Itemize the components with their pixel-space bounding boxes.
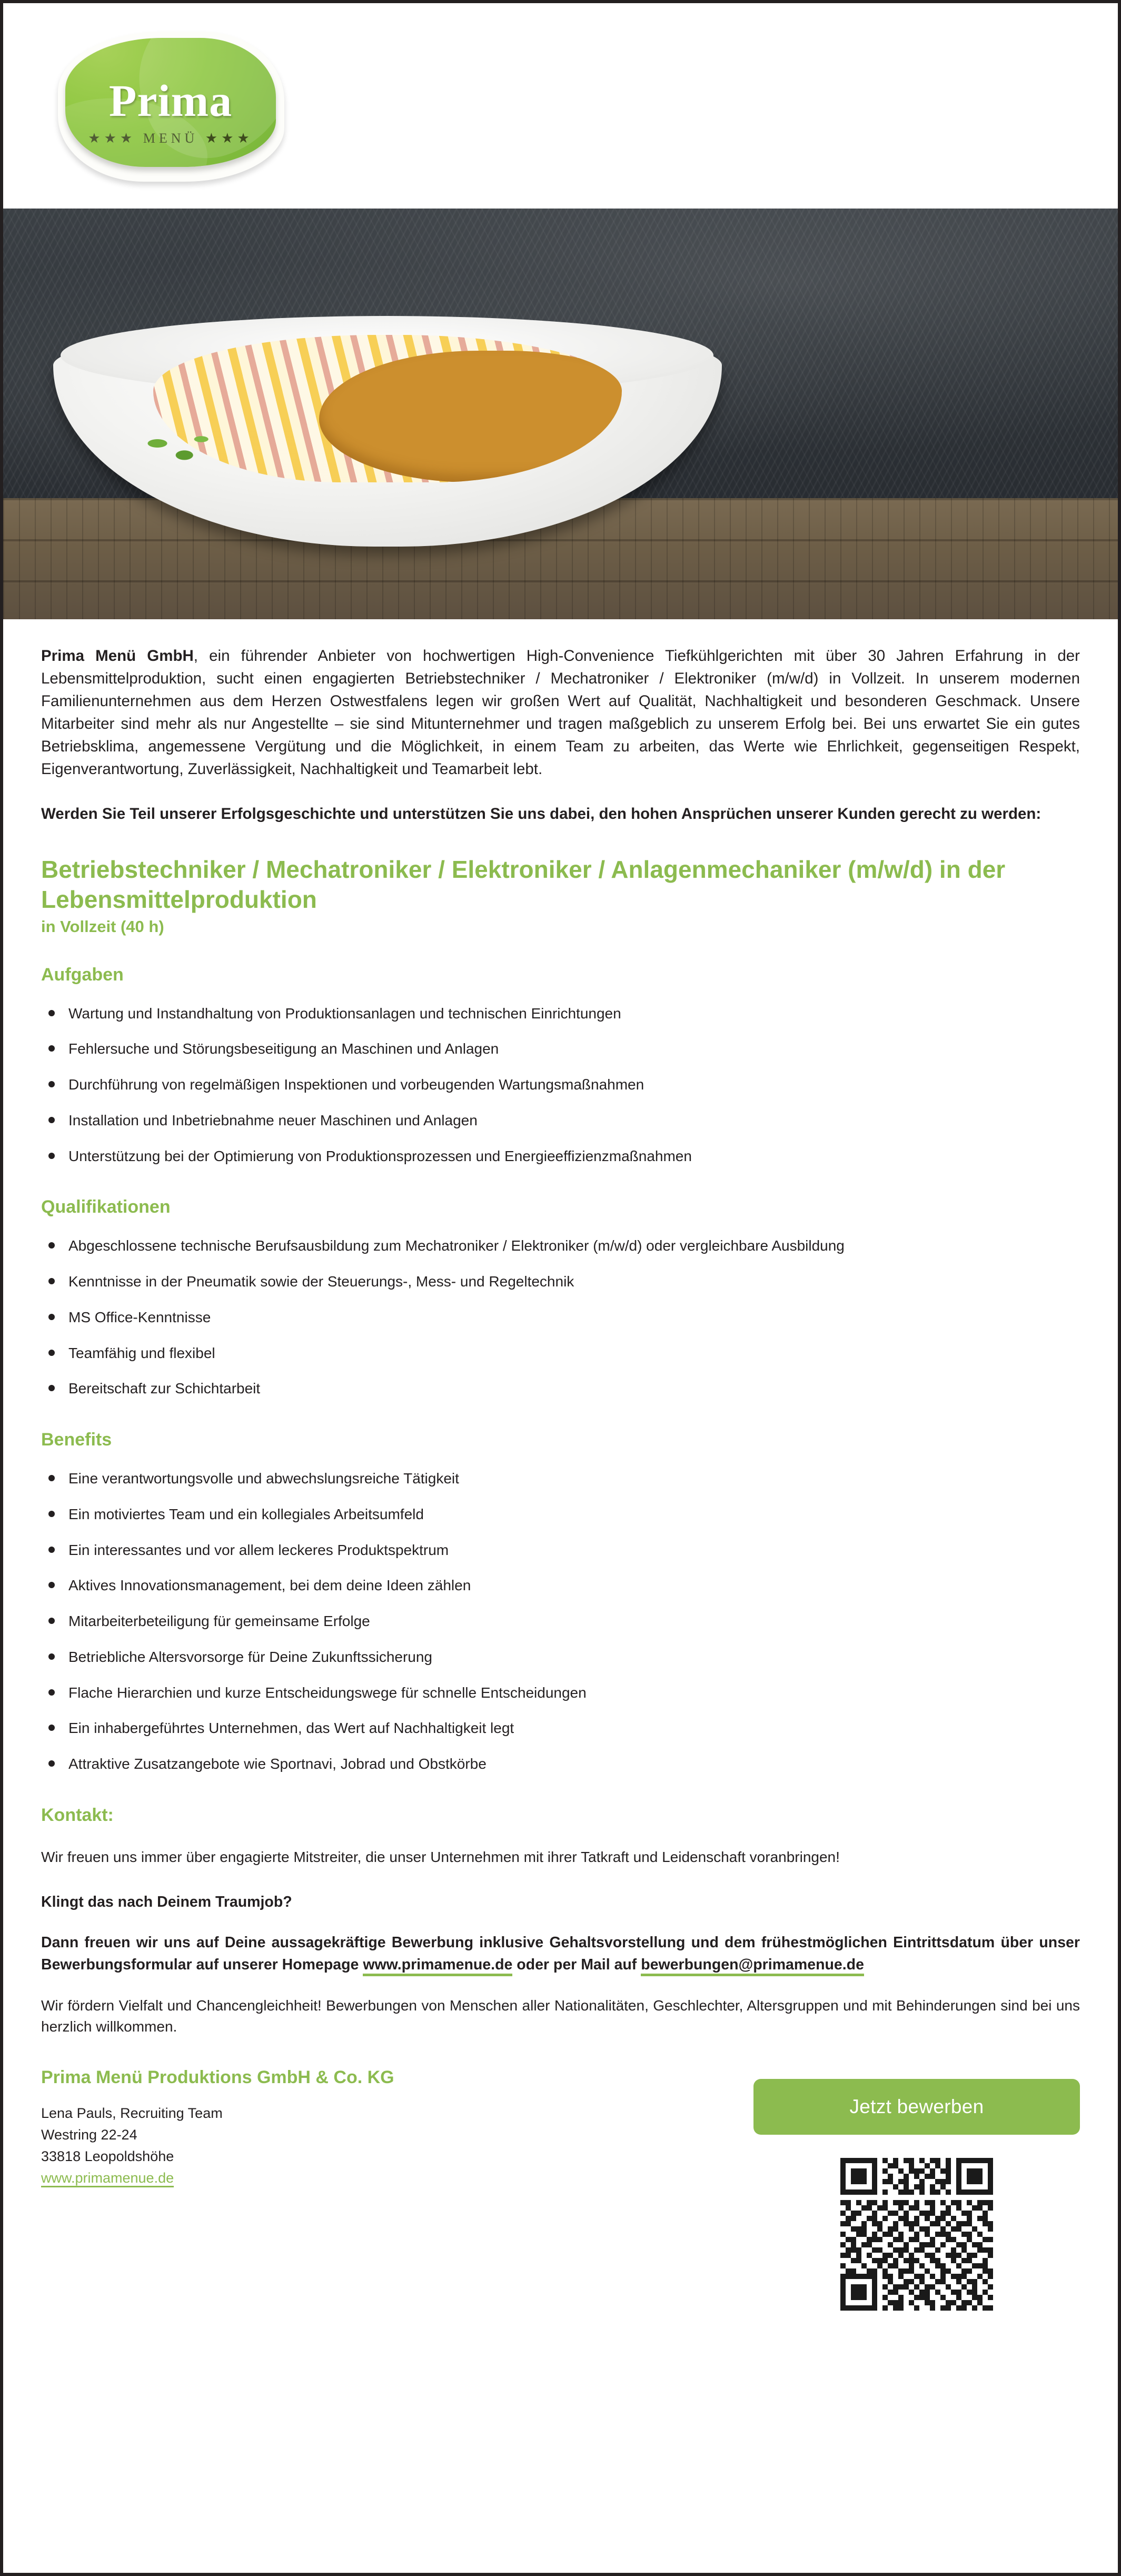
list-item: [41, 1647, 1080, 1668]
intro-body-text: , ein führender Anbieter von hochwertigen High-Convenience Tiefkühlgerichten mit über 30 Jahren Erfahrung in der Lebensmittelproduktion, sucht einen engagierten Betriebstechniker / Mechatroniker / Elektroniker (m/w/d) in Vollzeit. In unserem modernen Familienunternehmen aus dem Herzen Ostwestfalens legen wir großen Wert auf Qualität, Nachhaltigkeit und besonderen Geschmack. Unsere Mitarbeiter sind mehr als nur Angestellte – sie sind Mitunternehmer und tragen maßgeblich zu unserem Erfolg bei. Bei uns erwartet Sie ein gutes Betriebsklima, angemessene Vergütung und die Möglichkeit, in einem Team zu arbeiten, das Werte wie Ehrlichkeit, gegenseitigen Respekt, Eigenverantwortung, Zuverlässigkeit, Nachhaltigkeit und Teamarbeit lebt.: [41, 647, 1080, 778]
footer-city: 33818 Leopoldshöhe: [41, 2148, 174, 2165]
list-item-label: Kenntnisse in der Pneumatik sowie der Steuerungs-, Mess- und Regeltechnik: [68, 1273, 574, 1290]
list-item-label: Installation und Inbetriebnahme neuer Maschinen und Anlagen: [68, 1112, 478, 1128]
list-item: [41, 1611, 1080, 1632]
section-heading-aufgaben: Aufgaben: [41, 964, 124, 985]
apply-button[interactable]: Jetzt bewerben: [753, 2079, 1080, 2135]
section-heading-kontakt: Kontakt:: [41, 1805, 114, 1825]
section-heading-qualifikationen: Qualifikationen: [41, 1197, 171, 1217]
list-item-label: Flache Hierarchien und kurze Entscheidungswege für schnelle Entscheidungen: [68, 1684, 587, 1701]
list-item: [41, 1235, 1080, 1256]
list-item-label: Bereitschaft zur Schichtarbeit: [68, 1380, 261, 1397]
list-item-label: Betriebliche Altersvorsorge für Deine Zukunftssicherung: [68, 1648, 433, 1665]
homepage-link[interactable]: www.primamenue.de: [363, 1956, 512, 1976]
contact-intro-paragraph: Wir freuen uns immer über engagierte Mitstreiter, die unser Unternehmen mit ihrer Tatkraft und Leidenschaft voranbringen!: [41, 1848, 840, 1865]
list-item: [41, 1575, 1080, 1596]
section-heading-benefits: Benefits: [41, 1430, 112, 1450]
logo-wordmark: Prima: [108, 75, 233, 126]
list-item-label: Unterstützung bei der Optimierung von Produktionsprozessen und Energieeffizienzmaßnahmen: [68, 1147, 692, 1164]
food-crumb-topping: [319, 351, 622, 482]
list-item: [41, 1504, 1080, 1525]
list-item: [41, 1307, 1080, 1328]
list-item-label: Durchführung von regelmäßigen Inspektionen und vorbeugenden Wartungsmaßnahmen: [68, 1076, 644, 1093]
food-herb-garnish: [132, 427, 216, 469]
list-item: [41, 1110, 1080, 1131]
list-item-label: Teamfähig und flexibel: [68, 1344, 215, 1361]
list-item-label: Aktives Innovationsmanagement, bei dem deine Ideen zählen: [68, 1577, 471, 1594]
page-header: [3, 3, 1118, 209]
intro-paragraph: [41, 645, 1080, 780]
list-item: [41, 1718, 1080, 1739]
list-item-label: MS Office-Kenntnisse: [68, 1309, 211, 1325]
list-item: [41, 1682, 1080, 1703]
prima-menu-logo: [44, 18, 292, 192]
footer-company-name: Prima Menü Produktions GmbH & Co. KG: [41, 2067, 394, 2088]
apply-area: [753, 2079, 1080, 2311]
qr-code-icon[interactable]: [840, 2158, 993, 2311]
list-item-label: Eine verantwortungsvolle und abwechslungsreiche Tätigkeit: [68, 1470, 459, 1487]
footer-contact-person: Lena Pauls, Recruiting Team: [41, 2105, 223, 2122]
apply-instructions: [41, 1932, 1080, 1976]
list-benefits: [41, 1468, 1080, 1775]
lead-paragraph: Werden Sie Teil unserer Erfolgsgeschichte und unterstützen Sie uns dabei, den hohen Ansprüchen unserer Kunden gerecht zu werden:: [41, 805, 1041, 823]
list-item: [41, 1038, 1080, 1059]
job-subtitle: in Vollzeit (40 h): [41, 917, 164, 936]
email-link[interactable]: bewerbungen@primamenue.de: [641, 1956, 864, 1976]
list-item-label: Ein interessantes und vor allem leckeres Produktspektrum: [68, 1541, 449, 1558]
intro-company-name: Prima Menü GmbH: [41, 647, 194, 665]
list-item-label: Wartung und Instandhaltung von Produktionsanlagen und technischen Einrichtungen: [68, 1005, 621, 1022]
list-item: [41, 1271, 1080, 1292]
diversity-statement: Wir fördern Vielfalt und Chancengleichheit! Bewerbungen von Menschen aller Nationalitäten, Geschlechter, Altersgruppen und mit Behinderungen sind bei uns herzlich willkommen.: [41, 1997, 1080, 2035]
list-item-label: Abgeschlossene technische Berufsausbildung zum Mechatroniker / Elektroniker (m/w/d) oder vergleichbare Ausbildung: [68, 1237, 845, 1254]
list-item-label: Ein motiviertes Team und ein kollegiales Arbeitsumfeld: [68, 1505, 424, 1522]
list-item: [41, 1378, 1080, 1399]
list-item-label: Ein inhabergeführtes Unternehmen, das Wert auf Nachhaltigkeit legt: [68, 1720, 514, 1737]
list-qualifikationen: [41, 1235, 1080, 1399]
list-item-label: Mitarbeiterbeteiligung für gemeinsame Erfolge: [68, 1613, 370, 1630]
list-aufgaben: [41, 1003, 1080, 1167]
job-content: [3, 619, 1118, 2038]
list-item-label: Attraktive Zusatzangebote wie Sportnavi, Jobrad und Obstkörbe: [68, 1756, 487, 1772]
list-item: [41, 1146, 1080, 1167]
hero-bowl: [53, 273, 722, 547]
logo-submark: ★★★ MENÜ ★★★: [88, 131, 253, 146]
list-item: [41, 1074, 1080, 1095]
list-item: [41, 1003, 1080, 1024]
contact-question: Klingt das nach Deinem Traumjob?: [41, 1893, 292, 1910]
job-title: Betriebstechniker / Mechatroniker / Elektroniker / Anlagenmechaniker (m/w/d) in der Lebensmittelproduktion: [41, 856, 1006, 913]
list-item: [41, 1753, 1080, 1775]
list-item: [41, 1468, 1080, 1489]
hero-food-image: [3, 209, 1118, 619]
list-item: [41, 1540, 1080, 1561]
list-item: [41, 1343, 1080, 1364]
list-item-label: Fehlersuche und Störungsbeseitigung an Maschinen und Anlagen: [68, 1041, 499, 1057]
apply-text-middle: oder per Mail auf: [512, 1956, 641, 1973]
footer-website-link[interactable]: www.primamenue.de: [41, 2170, 174, 2187]
footer-street: Westring 22-24: [41, 2127, 137, 2143]
food-noodles: [153, 335, 622, 482]
logo-green-badge: [65, 38, 276, 167]
apply-text-before-link: Dann freuen wir uns auf Deine aussagekräftige Bewerbung inklusive Gehaltsvorstellung und dem frühestmöglichen Eintrittsdatum über unser Bewerbungsformular auf unserer Homepage: [41, 1934, 1080, 1973]
page-footer: [3, 2067, 1118, 2315]
